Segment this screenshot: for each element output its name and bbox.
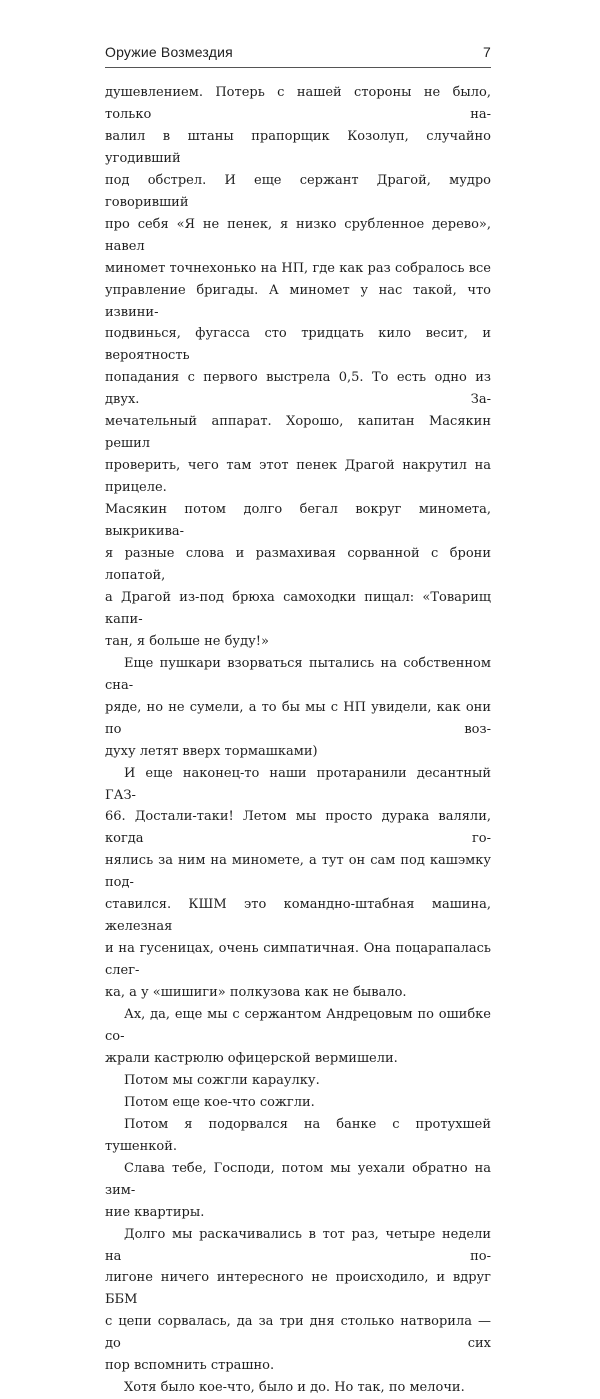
text-line: я разные слова и размахивая сорванной с брони лопатой, bbox=[105, 546, 491, 583]
text-line: Масякин потом долго бегал вокруг миномета, выкрикива- bbox=[105, 502, 491, 540]
text-line: управление бригады. А миномет у нас такой, что извини- bbox=[105, 282, 491, 320]
text-line: Потом еще кое-что сожгли. bbox=[124, 1094, 315, 1110]
text-line: попадания с первого выстрела 0,5. То есть одно из двух. За- bbox=[105, 370, 491, 408]
text-line: Потом я подорвался на банке с протухшей тушенкой. bbox=[105, 1116, 491, 1154]
text-line: а Драгой из-под брюха самоходки пищал: «Товарищ капи- bbox=[105, 589, 491, 627]
text-line: нялись за ним на миномете, а тут он сам под кашэмку под- bbox=[105, 853, 491, 891]
book-title: Оружие Возмездия bbox=[105, 44, 233, 60]
text-line: про себя «Я не пенек, я низко срубленное дерево», навел bbox=[105, 216, 491, 254]
text-line: И еще наконец-то наши протаранили десантный ГАЗ- bbox=[105, 765, 491, 803]
text-line: Хотя было кое-что, было и до. Но так, по мелочи. bbox=[124, 1380, 465, 1396]
text-line: с цепи сорвалась, да за три дня столько натворила — до сих bbox=[105, 1314, 491, 1352]
text-line: мечательный аппарат. Хорошо, капитан Масякин решил bbox=[105, 414, 491, 452]
text-line: Еще пушкари взорваться пытались на собственном сна- bbox=[105, 655, 491, 693]
text-line: ряде, но не сумели, а то бы мы с НП увидели, как они по воз- bbox=[105, 699, 491, 737]
header-rule bbox=[105, 67, 491, 68]
text-line: лигоне ничего интересного не происходило, и вдруг ББМ bbox=[105, 1270, 491, 1308]
text-line: пор вспомнить страшно. bbox=[105, 1358, 275, 1374]
text-line: и на гусеницах, очень симпатичная. Она поцарапалась слег- bbox=[105, 941, 491, 979]
page-body bbox=[105, 82, 491, 1399]
text-line: Долго мы раскачивались в тот раз, четыре недели на по- bbox=[105, 1226, 491, 1264]
text-line: ставился. КШМ это командно-штабная машина, железная bbox=[105, 897, 491, 935]
text-line: Ах, да, еще мы с сержантом Андрецовым по ошибке со- bbox=[105, 1007, 491, 1044]
text-line: миномет точнехонько на НП, где как раз собралось все bbox=[105, 260, 491, 276]
text-line: тан, я больше не буду!» bbox=[105, 633, 269, 649]
text-line: 66. Достали-таки! Летом мы просто дурака валяли, когда го- bbox=[105, 809, 491, 847]
text-line: Потом мы сожгли караулку. bbox=[124, 1072, 320, 1088]
text-line: жрали кастрюлю офицерской вермишели. bbox=[105, 1050, 398, 1066]
text-line: проверить, чего там этот пенек Драгой накрутил на прицеле. bbox=[105, 458, 491, 496]
text-line: ние квартиры. bbox=[105, 1204, 205, 1220]
text-line: валил в штаны прапорщик Козолуп, случайно угодивший bbox=[105, 128, 491, 166]
text-line: душевлением. Потерь с нашей стороны не было, только на- bbox=[105, 85, 491, 122]
text-line: подвинься, фугасса сто тридцать кило весит, и вероятность bbox=[105, 326, 491, 364]
page-number: 7 bbox=[483, 44, 491, 60]
text-line: Слава тебе, Господи, потом мы уехали обратно на зим- bbox=[105, 1160, 491, 1198]
text-line: духу летят вверх тормашками) bbox=[105, 743, 318, 759]
text-line: под обстрел. И еще сержант Драгой, мудро говоривший bbox=[105, 172, 491, 210]
text-line: ка, а у «шишиги» полкузова как не бывало. bbox=[105, 985, 407, 1001]
running-head bbox=[105, 44, 491, 62]
